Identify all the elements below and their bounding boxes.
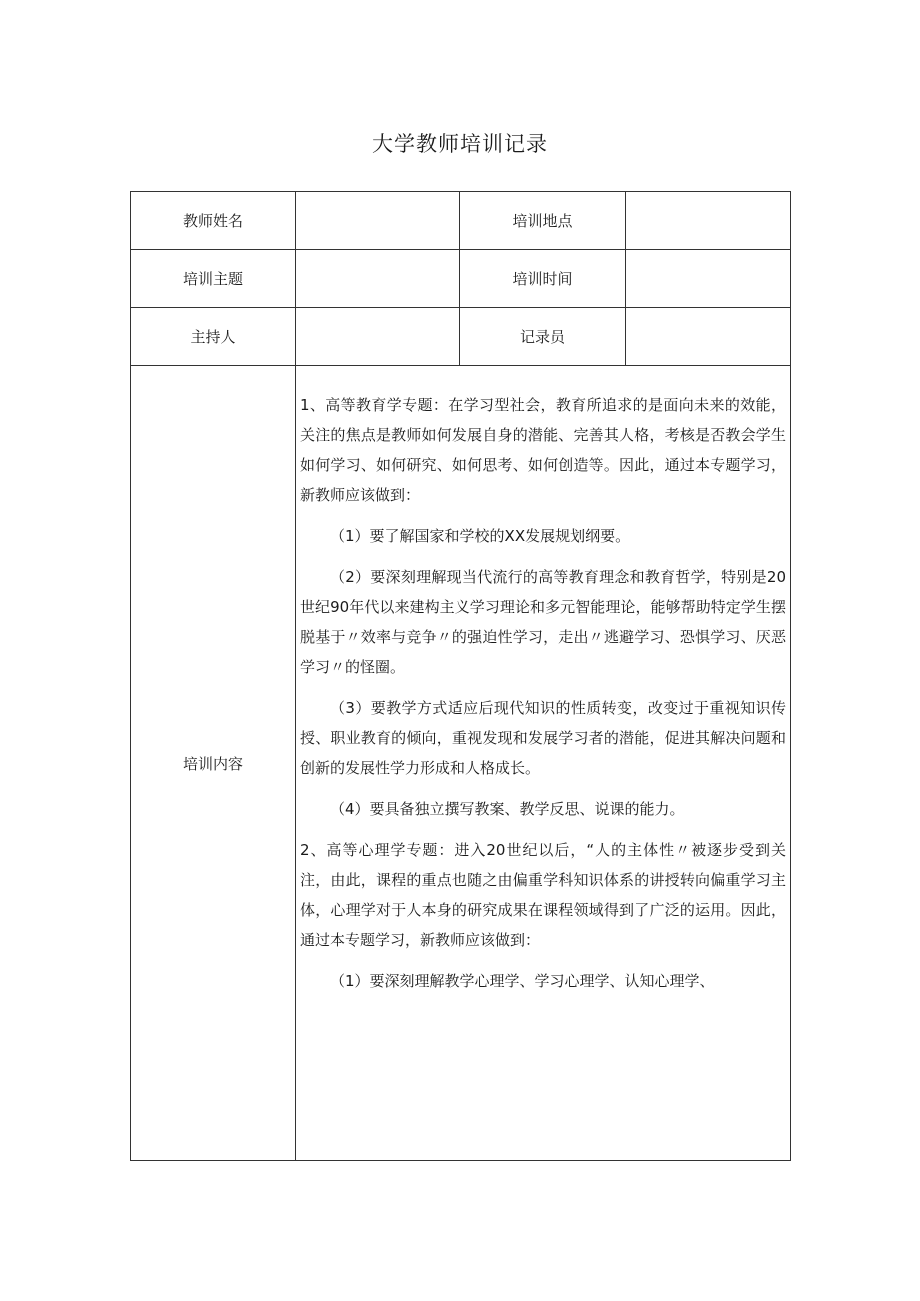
content-paragraph: （2）要深刻理解现当代流行的高等教育理念和教育哲学，特别是20世纪90年代以来建构主义学习理论和多元智能理论，能够帮助特定学生摆脱基于〃效率与竞争〃的强迫性学习，走出〃逃避学习、恐惧学习、厌恶学习〃的怪圈。: [300, 568, 786, 676]
recorder-label: 记录员: [460, 308, 626, 366]
host-field[interactable]: [296, 308, 460, 366]
teacher-name-field[interactable]: [296, 192, 460, 250]
content-body: [296, 366, 791, 1161]
content-paragraph: （3）要教学方式适应后现代知识的性质转变，改变过于重视知识传授、职业教育的倾向，重视发现和发展学习者的潜能，促进其解决问题和创新的发展性学力形成和人格成长。: [300, 699, 786, 777]
content-paragraph: （4）要具备独立撰写教案、教学反思、说课的能力。: [330, 800, 685, 818]
time-label: 培训时间: [460, 250, 626, 308]
content-paragraph: （1）要深刻理解教学心理学、学习心理学、认知心理学、: [330, 972, 715, 990]
recorder-field[interactable]: [626, 308, 791, 366]
training-record-table: [130, 191, 791, 1161]
location-label: 培训地点: [460, 192, 626, 250]
table-row-topic-time: [131, 250, 791, 308]
content-paragraph: 1、高等教育学专题：在学习型社会，教育所追求的是面向未来的效能，关注的焦点是教师如何发展自身的潜能、完善其人格，考核是否教会学生如何学习、如何研究、如何思考、如何创造等。因此，通过本专题学习，新教师应该做到：: [300, 396, 786, 504]
content-label: 培训内容: [131, 366, 296, 1161]
teacher-name-label: 教师姓名: [131, 192, 296, 250]
content-paragraph: 2、高等心理学专题：进入20世纪以后，“人的主体性〃被逐步受到关注，由此，课程的重点也随之由偏重学科知识体系的讲授转向偏重学习主体，心理学对于人本身的研究成果在课程领域得到了广泛的运用。因此，通过本专题学习，新教师应该做到：: [300, 841, 786, 949]
table-row-host-recorder: [131, 308, 791, 366]
table-row-content: [131, 366, 791, 1161]
content-paragraph: （1）要了解国家和学校的XX发展规划纲要。: [330, 527, 631, 545]
host-label: 主持人: [131, 308, 296, 366]
location-field[interactable]: [626, 192, 791, 250]
table-row-name-location: [131, 192, 791, 250]
topic-field[interactable]: [296, 250, 460, 308]
time-field[interactable]: [626, 250, 791, 308]
topic-label: 培训主题: [131, 250, 296, 308]
document-title: 大学教师培训记录: [372, 132, 548, 156]
